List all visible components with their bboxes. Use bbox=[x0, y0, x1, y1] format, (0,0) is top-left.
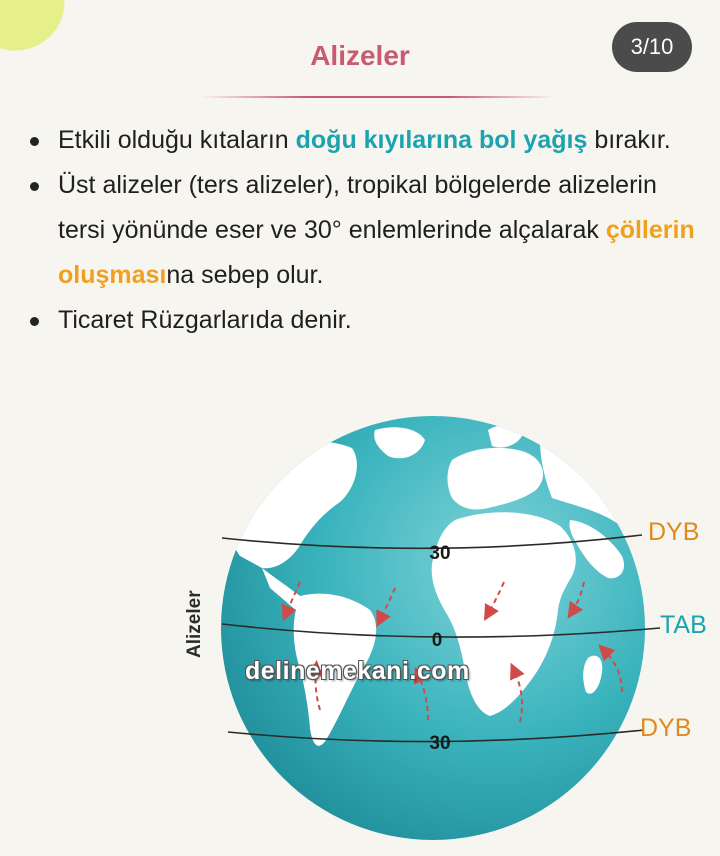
bullet-highlight: doğu kıyılarına bol yağış bbox=[295, 126, 588, 154]
pressure-label-dyb-south: DYB bbox=[640, 714, 692, 742]
page-title: Alizeler bbox=[310, 40, 410, 71]
lat-label-equator: 0 bbox=[431, 630, 443, 651]
bullet-highlight: çöllerin oluşması bbox=[58, 216, 695, 289]
title-underline bbox=[200, 96, 555, 98]
bullet-item bbox=[30, 163, 710, 298]
bullet-list bbox=[30, 118, 710, 343]
bullet-text: Ticaret Rüzgarlarıda denir. bbox=[58, 306, 352, 334]
bullet-text: Etkili olduğu kıtaların bbox=[58, 126, 296, 154]
bullet-text: Üst alizeler (ters alizeler), tropikal bölgelerde alizelerin tersi yönünde eser ve 30° enlemlerinde alçalarak bbox=[58, 171, 657, 244]
lat-label-30n: 30 bbox=[429, 543, 451, 564]
globe-illustration bbox=[0, 400, 720, 851]
lat-label-30s: 30 bbox=[429, 733, 451, 754]
side-label-alizeler: Alizeler bbox=[184, 590, 205, 658]
globe-figure bbox=[0, 400, 720, 851]
bullet-dot-icon bbox=[30, 317, 39, 326]
watermark: delinemekani.com bbox=[245, 657, 470, 685]
pressure-label-tab: TAB bbox=[660, 611, 707, 639]
bullet-dot-icon bbox=[30, 182, 39, 191]
bullet-item bbox=[30, 118, 710, 163]
page-counter-badge[interactable]: 3/10 bbox=[612, 22, 692, 72]
bullet-text-end: bırakır. bbox=[587, 126, 671, 154]
bullet-item bbox=[30, 298, 710, 343]
bullet-text-end: na sebep olur. bbox=[166, 261, 324, 289]
bullet-dot-icon bbox=[30, 137, 39, 146]
pressure-label-dyb-north: DYB bbox=[648, 518, 700, 546]
